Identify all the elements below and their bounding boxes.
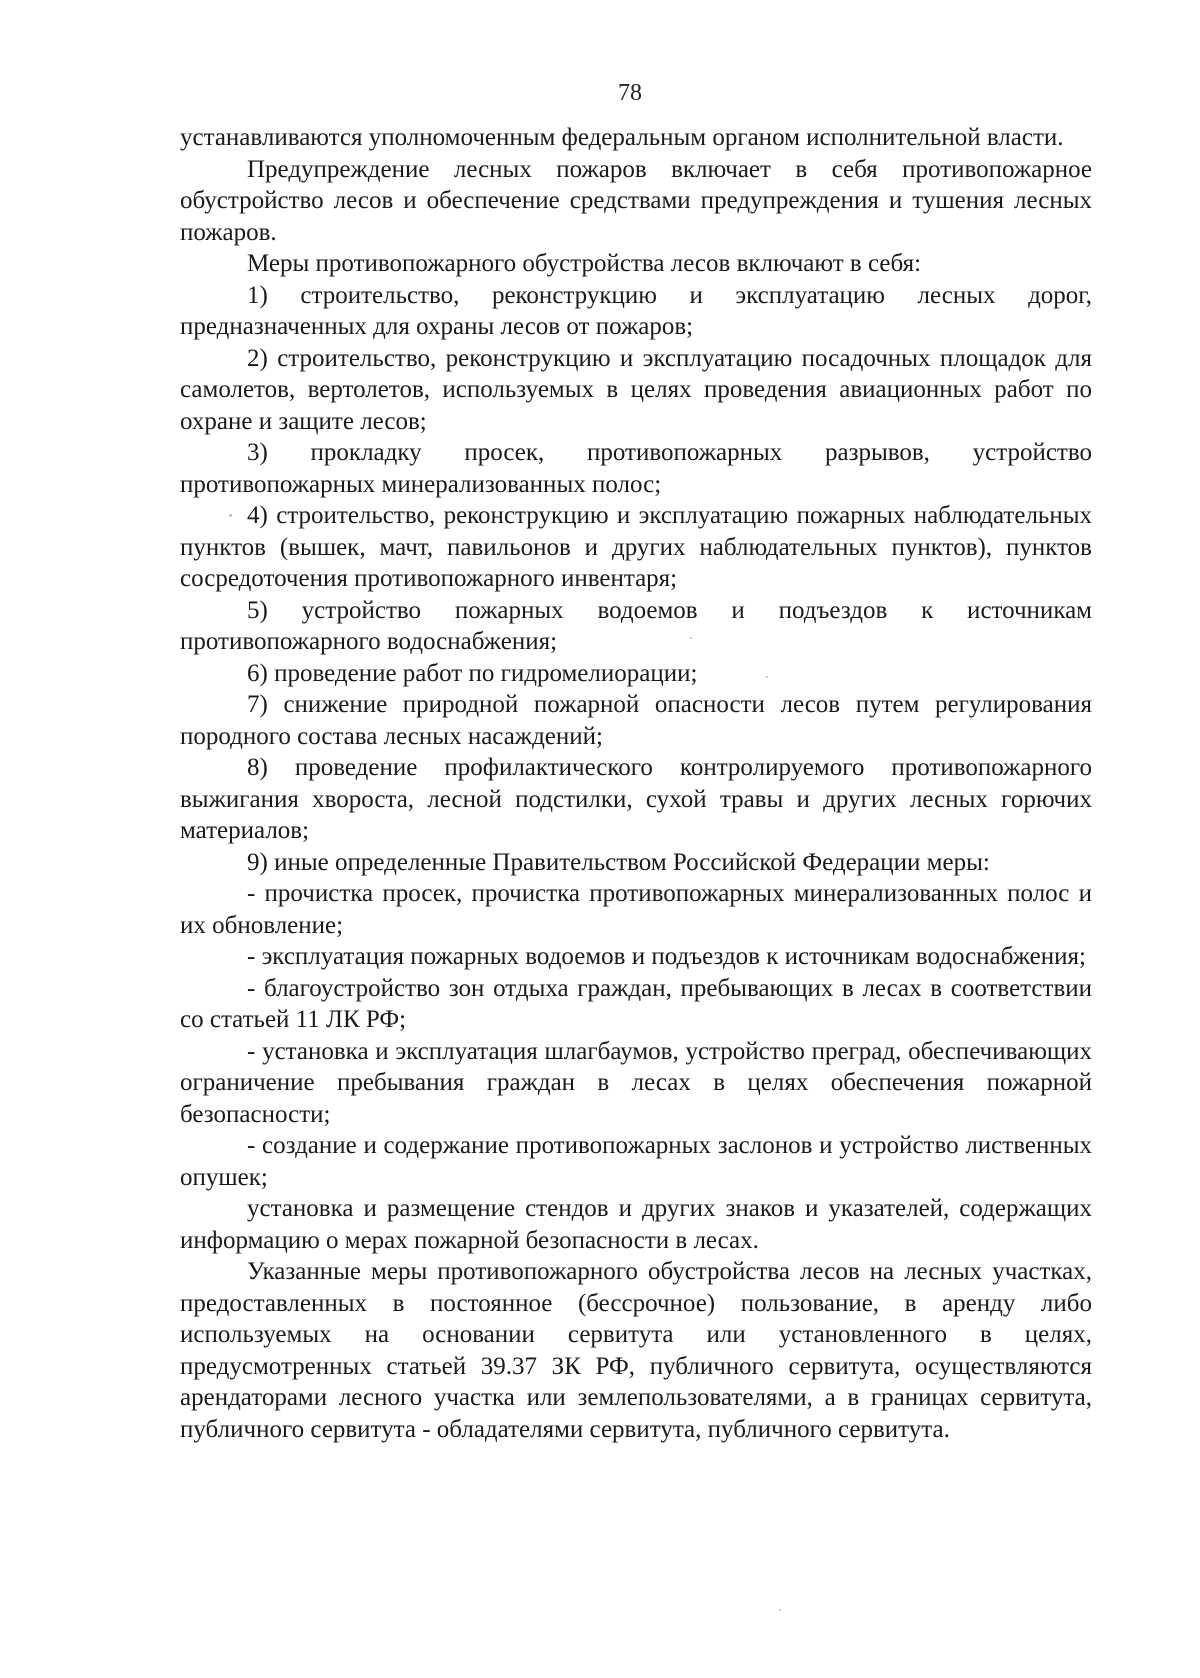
page-number: 78: [618, 80, 642, 106]
sub-list-item: установка и размещение стендов и других знаков и указателей, содержащих информацию о мерах пожарной безопасности в лесах.: [180, 1195, 1092, 1254]
list-item: 8) проведение профилактического контролируемого противопожарного выжигания хвороста, лесной подстилки, сухой травы и других лесных горючих материалов;: [180, 754, 1092, 844]
sub-list-item: - создание и содержание противопожарных заслонов и устройство лиственных опушек;: [180, 1132, 1092, 1191]
scan-speck: [690, 637, 692, 639]
list-item: 9) иные определенные Правительством Российской Федерации меры:: [247, 848, 990, 876]
list-item: 4) строительство, реконструкцию и эксплуатацию пожарных наблюдательных пунктов (вышек, мачт, павильонов и других наблюдательных пунктов), пунктов сосредоточения противопожарного инвентаря;: [180, 502, 1092, 592]
paragraph: устанавливаются уполномоченным федеральным органом исполнительной власти.: [180, 124, 1064, 151]
paragraph: Предупреждение лесных пожаров включает в себя противопожарное обустройство лесов и обеспечение средствами предупреждения и тушения лесных пожаров.: [180, 155, 1092, 246]
scan-speck: [766, 676, 768, 678]
sub-list-item: - эксплуатация пожарных водоемов и подъездов к источникам водоснабжения;: [247, 943, 1086, 970]
list-item: 7) снижение природной пожарной опасности лесов путем регулирования породного состава лесных насаждений;: [180, 691, 1092, 750]
document-body: [180, 122, 1092, 1445]
list-item: 2) строительство, реконструкцию и эксплуатацию посадочных площадок для самолетов, вертолетов, используемых в целях проведения авиационных работ по охране и защите лесов;: [180, 344, 1092, 435]
list-item: 6) проведение работ по гидромелиорации;: [247, 659, 698, 687]
scan-speck: [779, 1609, 781, 1611]
list-item: 5) устройство пожарных водоемов и подъездов к источникам противопожарного водоснабжения;: [180, 596, 1092, 655]
paragraph: Меры противопожарного обустройства лесов включают в себя:: [247, 250, 922, 277]
list-item: 1) строительство, реконструкцию и эксплуатацию лесных дорог, предназначенных для охраны лесов от пожаров;: [180, 281, 1092, 340]
sub-list-item: - благоустройство зон отдыха граждан, пребывающих в лесах в соответствии со статьей 11 ЛК РФ;: [180, 974, 1092, 1033]
sub-list-item: - прочистка просек, прочистка противопожарных минерализованных полос и их обновление;: [180, 880, 1092, 939]
scan-speck: [229, 514, 232, 517]
sub-list-item: - установка и эксплуатация шлагбаумов, устройство преград, обеспечивающих ограничение пребывания граждан в лесах в целях обеспечения пожарной безопасности;: [180, 1037, 1092, 1128]
paragraph: Указанные меры противопожарного обустройства лесов на лесных участках, предоставленных в постоянное (бессрочное) пользование, в аренду либо используемых на основании сервитута или установленного в целях, предусмотренных статьей 39.37 ЗК РФ, публичного сервитута, осуществляются арендаторами лесного участка или землепользователями, а в границах сервитута, публичного сервитута - обладателями сервитута, публичного сервитута.: [180, 1258, 1092, 1443]
list-item: 3) прокладку просек, противопожарных разрывов, устройство противопожарных минерализованных полос;: [180, 439, 1092, 498]
